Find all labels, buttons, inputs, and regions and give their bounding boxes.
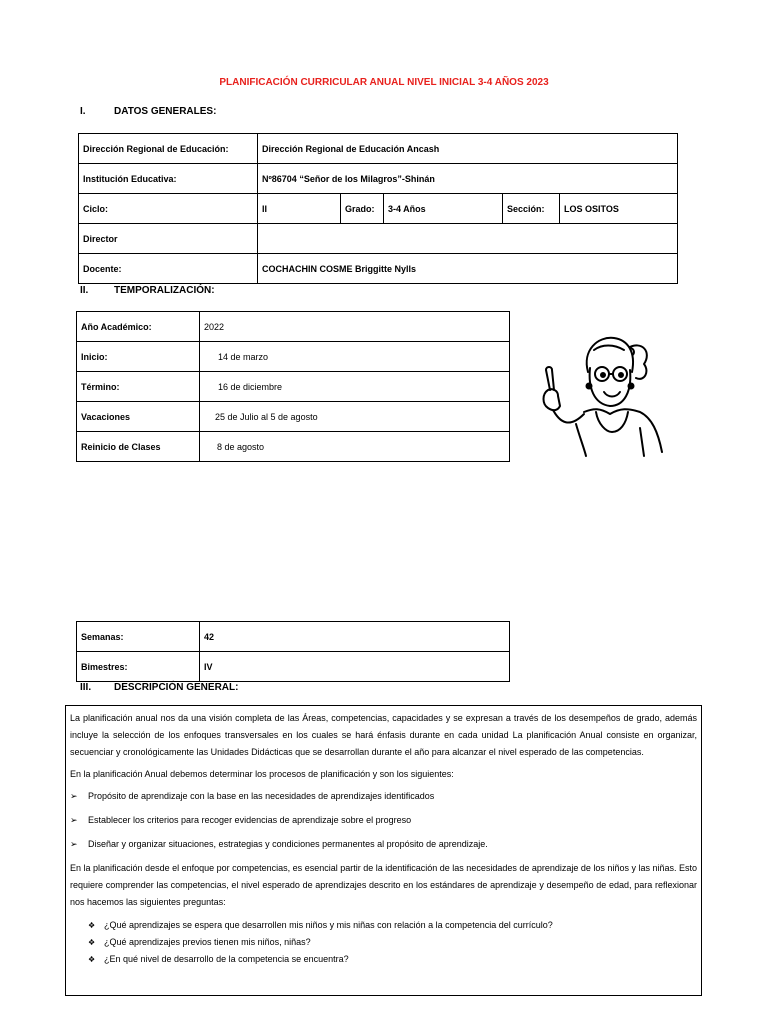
arrow-bullet-icon: ➢ [70, 815, 78, 825]
termino-label: Término: [77, 372, 200, 402]
anio-label: Año Académico: [77, 312, 200, 342]
section-number: III. [80, 682, 92, 693]
arrow-bullet-icon: ➢ [70, 839, 78, 849]
inicio-value: 14 de marzo [200, 342, 510, 372]
table-row [77, 652, 510, 682]
seccion-label: Sección: [503, 194, 560, 224]
termino-value: 16 de diciembre [200, 372, 510, 402]
descripcion-box [65, 705, 702, 996]
arrow-bullet-icon: ➢ [70, 791, 78, 801]
datos-generales-table [78, 133, 678, 284]
paragraph: En la planificación Anual debemos determinar los procesos de planificación y son los siguientes: [70, 769, 454, 779]
ie-value: Nº86704 “Señor de los Milagros”-Shinán [258, 164, 678, 194]
section-number: II. [80, 285, 89, 296]
anio-value: 2022 [200, 312, 510, 342]
inicio-label: Inicio: [77, 342, 200, 372]
section-descripcion-general [80, 682, 238, 693]
seccion-value: LOS OSITOS [560, 194, 678, 224]
table-row [79, 254, 678, 284]
list-item: ➢ Diseñar y organizar situaciones, estrategias y condiciones permanentes al propósito de aprendizaje. [70, 836, 697, 853]
bimestres-label: Bimestres: [77, 652, 200, 682]
section-temporalizacion [80, 285, 215, 296]
section-label: TEMPORALIZACIÓN: [114, 285, 215, 296]
director-label: Director [79, 224, 258, 254]
table-row [79, 194, 678, 224]
table-row [77, 402, 510, 432]
semanas-label: Semanas: [77, 622, 200, 652]
list-item: ❖ ¿En qué nivel de desarrollo de la competencia se encuentra? [70, 951, 697, 968]
document-title: PLANIFICACIÓN CURRICULAR ANUAL NIVEL INICIAL 3-4 AÑOS 2023 [219, 77, 549, 88]
table-row [77, 432, 510, 462]
section-datos-generales [80, 106, 216, 117]
ie-label: Institución Educativa: [79, 164, 258, 194]
grado-value: 3-4 Años [384, 194, 503, 224]
reinicio-label: Reinicio de Clases [77, 432, 200, 462]
teacher-illustration [524, 328, 672, 458]
section-label: DESCRIPCIÓN GENERAL: [114, 682, 239, 693]
ciclo-label: Ciclo: [79, 194, 258, 224]
diamond-bullet-icon: ❖ [88, 955, 96, 964]
dre-value: Dirección Regional de Educación Ancash [258, 134, 678, 164]
semanas-table [76, 621, 510, 682]
section-label: DATOS GENERALES: [114, 106, 217, 117]
vacaciones-value: 25 de Julio al 5 de agosto [200, 402, 510, 432]
process-list [70, 788, 697, 853]
paragraph: La planificación anual nos da una visión completa de las Áreas, competencias, capacidades y se expresan a través de los desempeños de grado, además incluye la selección de los enfoques transversales en los cuales se hará énfasis durante en cada unidad La planificación Anual consiste en organizar, secuenciar y cronológicamente las Unidades Didácticas que se desarrollan durante el año para alcanzar el nivel esperado de las competencias. [70, 713, 697, 757]
director-value [258, 224, 678, 254]
list-item: ❖ ¿Qué aprendizajes previos tienen mis niños, niñas? [70, 934, 697, 951]
list-item: ➢ Propósito de aprendizaje con la base en las necesidades de aprendizajes identificados [70, 788, 697, 805]
questions-list [70, 917, 697, 968]
semanas-value: 42 [200, 622, 510, 652]
vacaciones-label: Vacaciones [77, 402, 200, 432]
temporalizacion-table [76, 311, 510, 462]
paragraph: En la planificación desde el enfoque por competencias, es esencial partir de la identificación de las necesidades de aprendizaje de los niños y las niñas. Esto requiere comprender las competencias, el nivel esperado de aprendizajes descrito en los estándares de aprendizaje y desempeño de edad, para reflexionar nos hacemos las siguientes preguntas: [70, 863, 697, 907]
section-number: I. [80, 106, 86, 117]
bimestres-value: IV [200, 652, 510, 682]
table-row [79, 134, 678, 164]
docente-value: COCHACHIN COSME Briggitte Nylls [258, 254, 678, 284]
table-row [77, 312, 510, 342]
reinicio-value: 8 de agosto [200, 432, 510, 462]
docente-label: Docente: [79, 254, 258, 284]
grado-label: Grado: [341, 194, 384, 224]
diamond-bullet-icon: ❖ [88, 938, 96, 947]
table-row [77, 342, 510, 372]
table-row [79, 224, 678, 254]
list-item: ❖ ¿Qué aprendizajes se espera que desarrollen mis niños y mis niñas con relación a la competencia del currículo? [70, 917, 697, 934]
diamond-bullet-icon: ❖ [88, 921, 96, 930]
list-item: ➢ Establecer los criterios para recoger evidencias de aprendizaje sobre el progreso [70, 812, 697, 829]
table-row [77, 622, 510, 652]
table-row [79, 164, 678, 194]
ciclo-value: II [258, 194, 341, 224]
dre-label: Dirección Regional de Educación: [79, 134, 258, 164]
table-row [77, 372, 510, 402]
